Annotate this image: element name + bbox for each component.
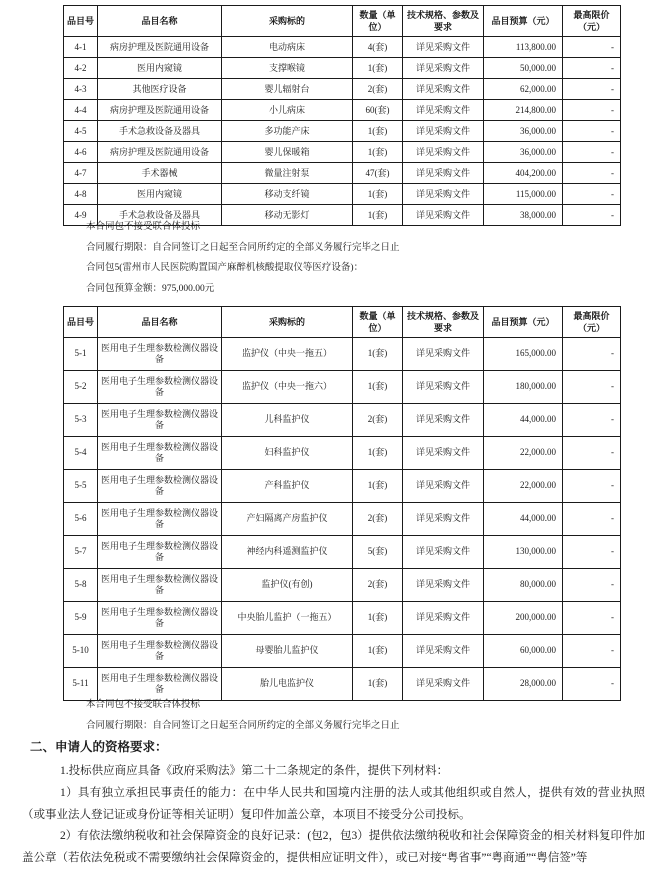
procurement-target-cell: 移动无影灯 [222,205,353,226]
budget-cell: 38,000.00 [484,205,563,226]
tech-spec-cell: 详见采购文件 [403,121,484,142]
quantity-column-header: 数量（单位） [353,6,403,37]
quantity-cell: 1(套) [353,58,403,79]
budget-column-header: 品目预算（元） [484,307,563,338]
quantity-cell: 2(套) [353,404,403,437]
tech-spec-cell: 详见采购文件 [403,205,484,226]
tech-spec-cell: 详见采购文件 [403,37,484,58]
tech-spec-cell: 详见采购文件 [403,163,484,184]
procurement-target-cell: 产妇隔离产房监护仪 [222,503,353,536]
budget-cell: 200,000.00 [484,602,563,635]
procurement-target-cell: 移动支纤镜 [222,184,353,205]
max-price-cell: - [563,58,621,79]
item-name-cell: 病房护理及医院通用设备 [98,37,222,58]
budget-cell: 115,000.00 [484,184,563,205]
procurement-target-cell: 胎儿电监护仪 [222,668,353,701]
table-row [64,536,621,569]
max-price-cell: - [563,121,621,142]
table-row [64,58,621,79]
item-no-cell: 4-1 [64,37,98,58]
qualification-item-1-paragraph: 1）具有独立承担民事责任的能力：在中华人民共和国境内注册的法人或其他组织或自然人，提供有效的营业执照（或事业法人登记证或身份证等相关证明）复印件加盖公章，本项目不接受分公司投标。 [22,786,645,821]
item-name-cell: 病房护理及医院通用设备 [98,100,222,121]
quantity-cell: 1(套) [353,338,403,371]
table-row [64,404,621,437]
item-no-cell: 5-6 [64,503,98,536]
quantity-cell: 1(套) [353,437,403,470]
item-no-cell: 5-5 [64,470,98,503]
max-price-cell: - [563,437,621,470]
item-name-cell: 医用电子生理参数检测仪器设备 [98,338,222,371]
budget-cell: 28,000.00 [484,668,563,701]
table-row [64,121,621,142]
applicant-qualification-section [0,737,662,870]
tech-spec-cell: 详见采购文件 [403,58,484,79]
max-price-cell: - [563,470,621,503]
budget-cell: 44,000.00 [484,503,563,536]
item-name-cell: 医用电子生理参数检测仪器设备 [98,470,222,503]
item-name-cell: 其他医疗设备 [98,79,222,100]
tech-spec-cell: 详见采购文件 [403,100,484,121]
tech-spec-cell: 详见采购文件 [403,437,484,470]
item-no-cell: 5-8 [64,569,98,602]
quantity-cell: 1(套) [353,121,403,142]
package5-items-table [63,306,621,701]
table-row [64,470,621,503]
item-name-cell: 医用电子生理参数检测仪器设备 [98,503,222,536]
item-no-cell: 5-10 [64,635,98,668]
item-no-cell: 5-11 [64,668,98,701]
max-price-cell: - [563,338,621,371]
tech-spec-cell: 详见采购文件 [403,184,484,205]
procurement-target-cell: 儿科监护仪 [222,404,353,437]
max-price-cell: - [563,37,621,58]
procurement-target-cell: 小儿病床 [222,100,353,121]
package5-budget-line: 合同包预算金额：975,000.00元 [86,283,215,294]
procurement-target-cell: 产科监护仪 [222,470,353,503]
table-row [64,338,621,371]
budget-cell: 22,000.00 [484,470,563,503]
item-name-cell: 医用内窥镜 [98,58,222,79]
tech-spec-cell: 详见采购文件 [403,536,484,569]
budget-cell: 80,000.00 [484,569,563,602]
procurement-target-cell: 监护仪（中央一拖五） [222,338,353,371]
max-price-cell: - [563,184,621,205]
procurement-target-column-header: 采购标的 [222,307,353,338]
procurement-target-cell: 神经内科遥测监护仪 [222,536,353,569]
item-name-cell: 医用电子生理参数检测仪器设备 [98,668,222,701]
package5-heading: 合同包5(雷州市人民医院购置国产麻醉机核酸提取仪等医疗设备)： [86,263,364,273]
max-price-cell: - [563,503,621,536]
budget-cell: 130,000.00 [484,536,563,569]
tech-spec-cell: 详见采购文件 [403,569,484,602]
quantity-cell: 5(套) [353,536,403,569]
header-row [64,307,621,338]
procurement-target-cell: 电动病床 [222,37,353,58]
item-no-cell: 5-9 [64,602,98,635]
item-name-cell: 医用电子生理参数检测仪器设备 [98,371,222,404]
procurement-target-cell: 多功能产床 [222,121,353,142]
tech-spec-cell: 详见采购文件 [403,404,484,437]
tech-spec-cell: 详见采购文件 [403,635,484,668]
max-price-cell: - [563,569,621,602]
quantity-cell: 2(套) [353,79,403,100]
item-no-cell: 4-6 [64,142,98,163]
procurement-target-cell: 微量注射泵 [222,163,353,184]
table-row [64,79,621,100]
item-name-column-header: 品目名称 [98,307,222,338]
max-price-cell: - [563,163,621,184]
item-name-cell: 医用电子生理参数检测仪器设备 [98,602,222,635]
table-row [64,184,621,205]
max-price-cell: - [563,602,621,635]
item-name-cell: 医用电子生理参数检测仪器设备 [98,635,222,668]
item-name-cell: 病房护理及医院通用设备 [98,142,222,163]
note-no-consortium-bidding: 本合同包不接受联合体投标 [86,222,201,232]
tech-spec-cell: 详见采购文件 [403,79,484,100]
item-no-cell: 4-2 [64,58,98,79]
tech-spec-cell: 详见采购文件 [403,371,484,404]
package4-items-table [63,5,621,226]
tech-spec-column-header: 技术规格、参数及要求 [403,307,484,338]
quantity-cell: 2(套) [353,503,403,536]
table-row [64,371,621,404]
procurement-target-cell: 监护仪（中央一拖六） [222,371,353,404]
item-no-cell: 5-1 [64,338,98,371]
quantity-cell: 1(套) [353,371,403,404]
quantity-cell: 1(套) [353,205,403,226]
item-no-column-header: 品目号 [64,6,98,37]
table-row [64,569,621,602]
item-no-cell: 4-8 [64,184,98,205]
quantity-cell: 1(套) [353,635,403,668]
budget-cell: 165,000.00 [484,338,563,371]
max-price-cell: - [563,79,621,100]
table-row [64,503,621,536]
max-price-cell: - [563,635,621,668]
package5-notes [86,695,646,737]
table-row [64,437,621,470]
budget-cell: 60,000.00 [484,635,563,668]
budget-cell: 180,000.00 [484,371,563,404]
tech-spec-cell: 详见采购文件 [403,338,484,371]
quantity-cell: 1(套) [353,602,403,635]
tech-spec-cell: 详见采购文件 [403,503,484,536]
item-name-cell: 手术器械 [98,163,222,184]
tech-spec-cell: 详见采购文件 [403,668,484,701]
budget-cell: 113,800.00 [484,37,563,58]
procurement-target-cell: 母婴胎儿监护仪 [222,635,353,668]
max-price-cell: - [563,205,621,226]
max-price-cell: - [563,536,621,569]
note-contract-performance-period: 合同履行期限：自合同签订之日起至合同所约定的全部义务履行完毕之日止 [86,242,400,253]
quantity-cell: 60(套) [353,100,403,121]
quantity-cell: 47(套) [353,163,403,184]
item-name-cell: 医用电子生理参数检测仪器设备 [98,437,222,470]
budget-cell: 36,000.00 [484,121,563,142]
item-no-cell: 5-7 [64,536,98,569]
item-no-cell: 4-7 [64,163,98,184]
budget-cell: 62,000.00 [484,79,563,100]
item-no-cell: 5-4 [64,437,98,470]
procurement-target-cell: 支撑喉镜 [222,58,353,79]
max-price-column-header: 最高限价（元） [563,6,621,37]
max-price-cell: - [563,142,621,163]
section-heading: 二、申请人的资格要求： [30,740,168,754]
item-name-cell: 手术急救设备及器具 [98,205,222,226]
item-name-cell: 医用内窥镜 [98,184,222,205]
tech-spec-cell: 详见采购文件 [403,602,484,635]
procurement-target-cell: 婴儿保暖箱 [222,142,353,163]
note-contract-performance-period: 合同履行期限：自合同签订之日起至合同所约定的全部义务履行完毕之日止 [86,721,400,731]
max-price-cell: - [563,371,621,404]
budget-cell: 44,000.00 [484,404,563,437]
item-name-cell: 手术急救设备及器具 [98,121,222,142]
header-row [64,6,621,37]
quantity-cell: 1(套) [353,142,403,163]
procurement-target-cell: 妇科监护仪 [222,437,353,470]
quantity-cell: 2(套) [353,569,403,602]
item-no-cell: 4-3 [64,79,98,100]
max-price-cell: - [563,100,621,121]
budget-cell: 404,200.00 [484,163,563,184]
quantity-column-header: 数量（单位） [353,307,403,338]
max-price-cell: - [563,404,621,437]
quantity-cell: 1(套) [353,184,403,205]
item-no-cell: 5-2 [64,371,98,404]
budget-cell: 214,800.00 [484,100,563,121]
item-no-column-header: 品目号 [64,307,98,338]
item-name-cell: 医用电子生理参数检测仪器设备 [98,569,222,602]
max-price-column-header: 最高限价（元） [563,307,621,338]
procurement-target-cell: 婴儿辐射台 [222,79,353,100]
item-no-cell: 4-4 [64,100,98,121]
max-price-cell: - [563,668,621,701]
procurement-target-column-header: 采购标的 [222,6,353,37]
item-name-column-header: 品目名称 [98,6,222,37]
tech-spec-cell: 详见采购文件 [403,142,484,163]
budget-cell: 50,000.00 [484,58,563,79]
quantity-cell: 4(套) [353,37,403,58]
table-row [64,142,621,163]
table-row [64,100,621,121]
item-no-cell: 5-3 [64,404,98,437]
budget-cell: 22,000.00 [484,437,563,470]
tech-spec-column-header: 技术规格、参数及要求 [403,6,484,37]
budget-column-header: 品目预算（元） [484,6,563,37]
procurement-target-cell: 中央胎儿监护（一拖五） [222,602,353,635]
table-row [64,635,621,668]
table-row [64,37,621,58]
qualification-item-2-paragraph: 2）有依法缴纳税收和社会保障资金的良好记录：(包2，包3）提供依法缴纳税收和社会保障资金的相关材料复印件加盖公章（若依法免税或不需要缴纳社会保障资金的，提供相应证明文件），或已对接“粤省事”“粤商通”“粤信签”等 [22,830,645,865]
item-no-cell: 4-9 [64,205,98,226]
quantity-cell: 1(套) [353,668,403,701]
item-no-cell: 4-5 [64,121,98,142]
table-row [64,602,621,635]
quantity-cell: 1(套) [353,470,403,503]
note-no-consortium-bidding: 本合同包不接受联合体投标 [86,700,201,710]
budget-cell: 36,000.00 [484,142,563,163]
package4-notes [86,217,646,299]
item-name-cell: 医用电子生理参数检测仪器设备 [98,404,222,437]
item-name-cell: 医用电子生理参数检测仪器设备 [98,536,222,569]
tech-spec-cell: 详见采购文件 [403,470,484,503]
table-row [64,163,621,184]
qualification-intro-paragraph: 1.投标供应商应具备《政府采购法》第二十二条规定的条件，提供下列材料： [60,765,449,777]
procurement-target-cell: 监护仪(有创) [222,569,353,602]
